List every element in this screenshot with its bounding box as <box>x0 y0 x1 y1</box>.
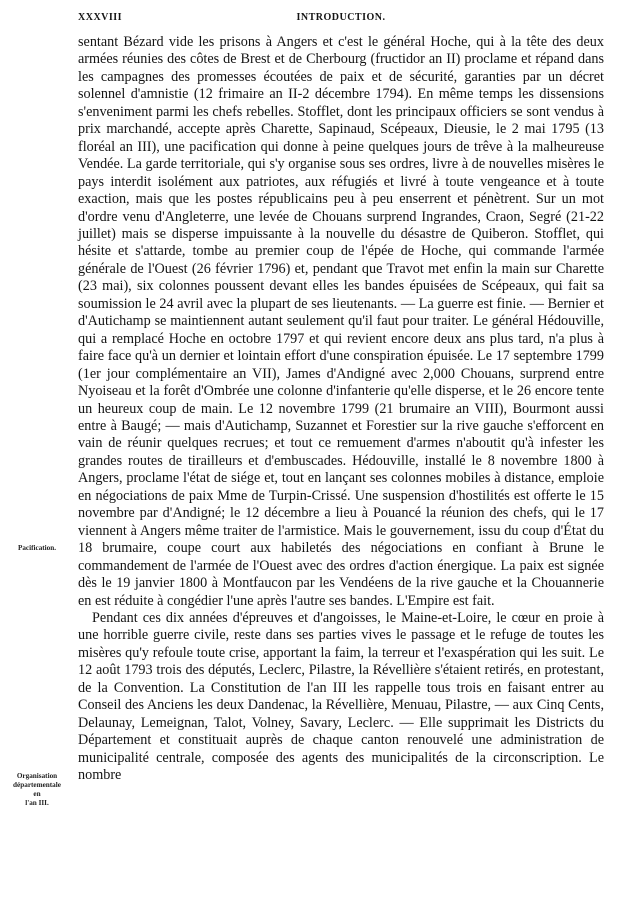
running-head <box>78 12 604 26</box>
paragraph-continued: sentant Bézard vide les prisons à Angers et c'est le général Hoche, qui à la tête des deux armées réunies des côtes de Brest et de Cherbourg (fructidor an II) proclame et répand dans les campagnes des promesses écoutées de paix et de sécurité, garanties par un décret solennel d'amnistie (12 frimaire an II-2 décembre 1794). En même temps les dissensions s'enveniment parmi les chefs rebelles. Stofflet, dont les principaux officiers se sont vendus à prix marchandé, accepte après Charette, Sapinaud, Scépeaux, Dieusie, le 2 mai 1795 (13 floréal an III), une pacification qui donne à peine quelques jours de trêve à la malheureuse Vendée. La garde territoriale, qui s'y organise sous ses ordres, livre à de nouvelles misères le pays interdit isolément aux patriotes, aux réfugiés et livré à toute vengeance et à toute exaction, mais que les postes républicains peu à peu enserrent et pénètrent. Sur un mot d'ordre venu d'Angleterre, une levée de Chouans surprend Ingrandes, Craon, Segré (21-22 juillet) mais se disperse impuissante à la nouvelle du désastre de Quiberon. Stofflet, qui hésite et s'attarde, tombe au premier coup de l'épée de Hoche, qui commande l'armée générale de l'Ouest (26 février 1796) et, pendant que Travot met enfin la main sur Charette (23 mai), six colonnes poussent devant elles les bandes épuisées de Scépeaux, qui fait sa soumission le 24 avril avec la plupart de ses lieutenants. — La guerre est finie. — Bernier et d'Autichamp se maintiennent autant seulement qu'il faut pour traiter. Le général Hédouville, qui a remplacé Hoche en octobre 1797 et qui revient encore deux ans plus tard, n'a plus à faire face qu'à un dernier et lointain effort d'une conspiration épuisée. Le 17 septembre 1799 (1er jour complémentaire an VII), James d'Andigné avec 2,000 Chouans, surprend entre Nyoiseau et la forêt d'Ombrée une colonne d'infanterie qu'elle disperse, et le 26 encore tente un heureux coup de main. Le 12 novembre 1799 (21 brumaire an VIII), Bourmont aussi entre à Baugé; — mais d'Autichamp, Suzannet et Forestier sur la rive gauche s'efforcent en vain de réunir quelques recrues; et tout ce remuement d'armes n'aboutit qu'à infester les grandes routes de tirailleurs et d'embuscades. Hédouville, installé le 8 novembre 1800 à Angers, proclame l'état de siége et, tout en lançant ses colonnes mobiles à distance, emploie en négociations de paix Mme de Turpin-Crissé. Une suspension d'hostilités est offerte le 15 novembre par d'Andigné; le 12 décembre a lieu à Pouancé la réunion des chefs, qui le 17 viennent à Angers même traiter de l'armistice. Mais le gouvernement, issu du coup d'État du 18 brumaire, coupe court aux habiletés des négociations en confiant à Brune le commandement de l'armée de l'Ouest avec des ordres d'action énergique. La paix est signée dès le 19 janvier 1800 à Montfaucon par les Vendéens de la rive gauche et la Chouannerie en est réduite à congédier l'une après l'autre ses bandes. L'Empire est fait. <box>78 34 604 609</box>
margin-note-line: en <box>33 790 41 798</box>
margin-note-organisation <box>2 772 72 808</box>
margin-note-line: l'an III. <box>25 799 49 807</box>
body-text <box>78 34 604 784</box>
running-title: INTRODUCTION. <box>296 12 386 23</box>
margin-note-text: Pacification. <box>17 544 57 552</box>
page-number: XXXVIII <box>78 12 123 23</box>
margin-note-line: départementale <box>13 781 61 789</box>
margin-note-line: Organisation <box>16 772 58 780</box>
paragraph: Pendant ces dix années d'épreuves et d'angoisses, le Maine-et-Loire, le cœur en proie à une horrible guerre civile, reste dans ses parties vives le passage et le refuge de toutes les misères qu'y refoule toute crise, apportant la faim, la terreur et l'exaspération qui les suit. Le 12 août 1793 trois des députés, Leclerc, Pilastre, la Révellière s'étaient retirés, en protestant, de la Convention. La Constitution de l'an III les rappelle tous trois en faisant entrer au Conseil des Anciens les deux Dandenac, la Révellière, Menuau, Pilastre, — aux Cinq Cents, Delaunay, Lemeignan, Talot, Volney, Savary, Leclerc. — Elle supprimait les Districts du Département et constituait auprès de chaque canton renouvelé une administration de municipalité centrale, composée des agents des municipalités de la circonscription. Le nombre <box>78 609 604 784</box>
margin-note-pacification <box>2 544 72 553</box>
